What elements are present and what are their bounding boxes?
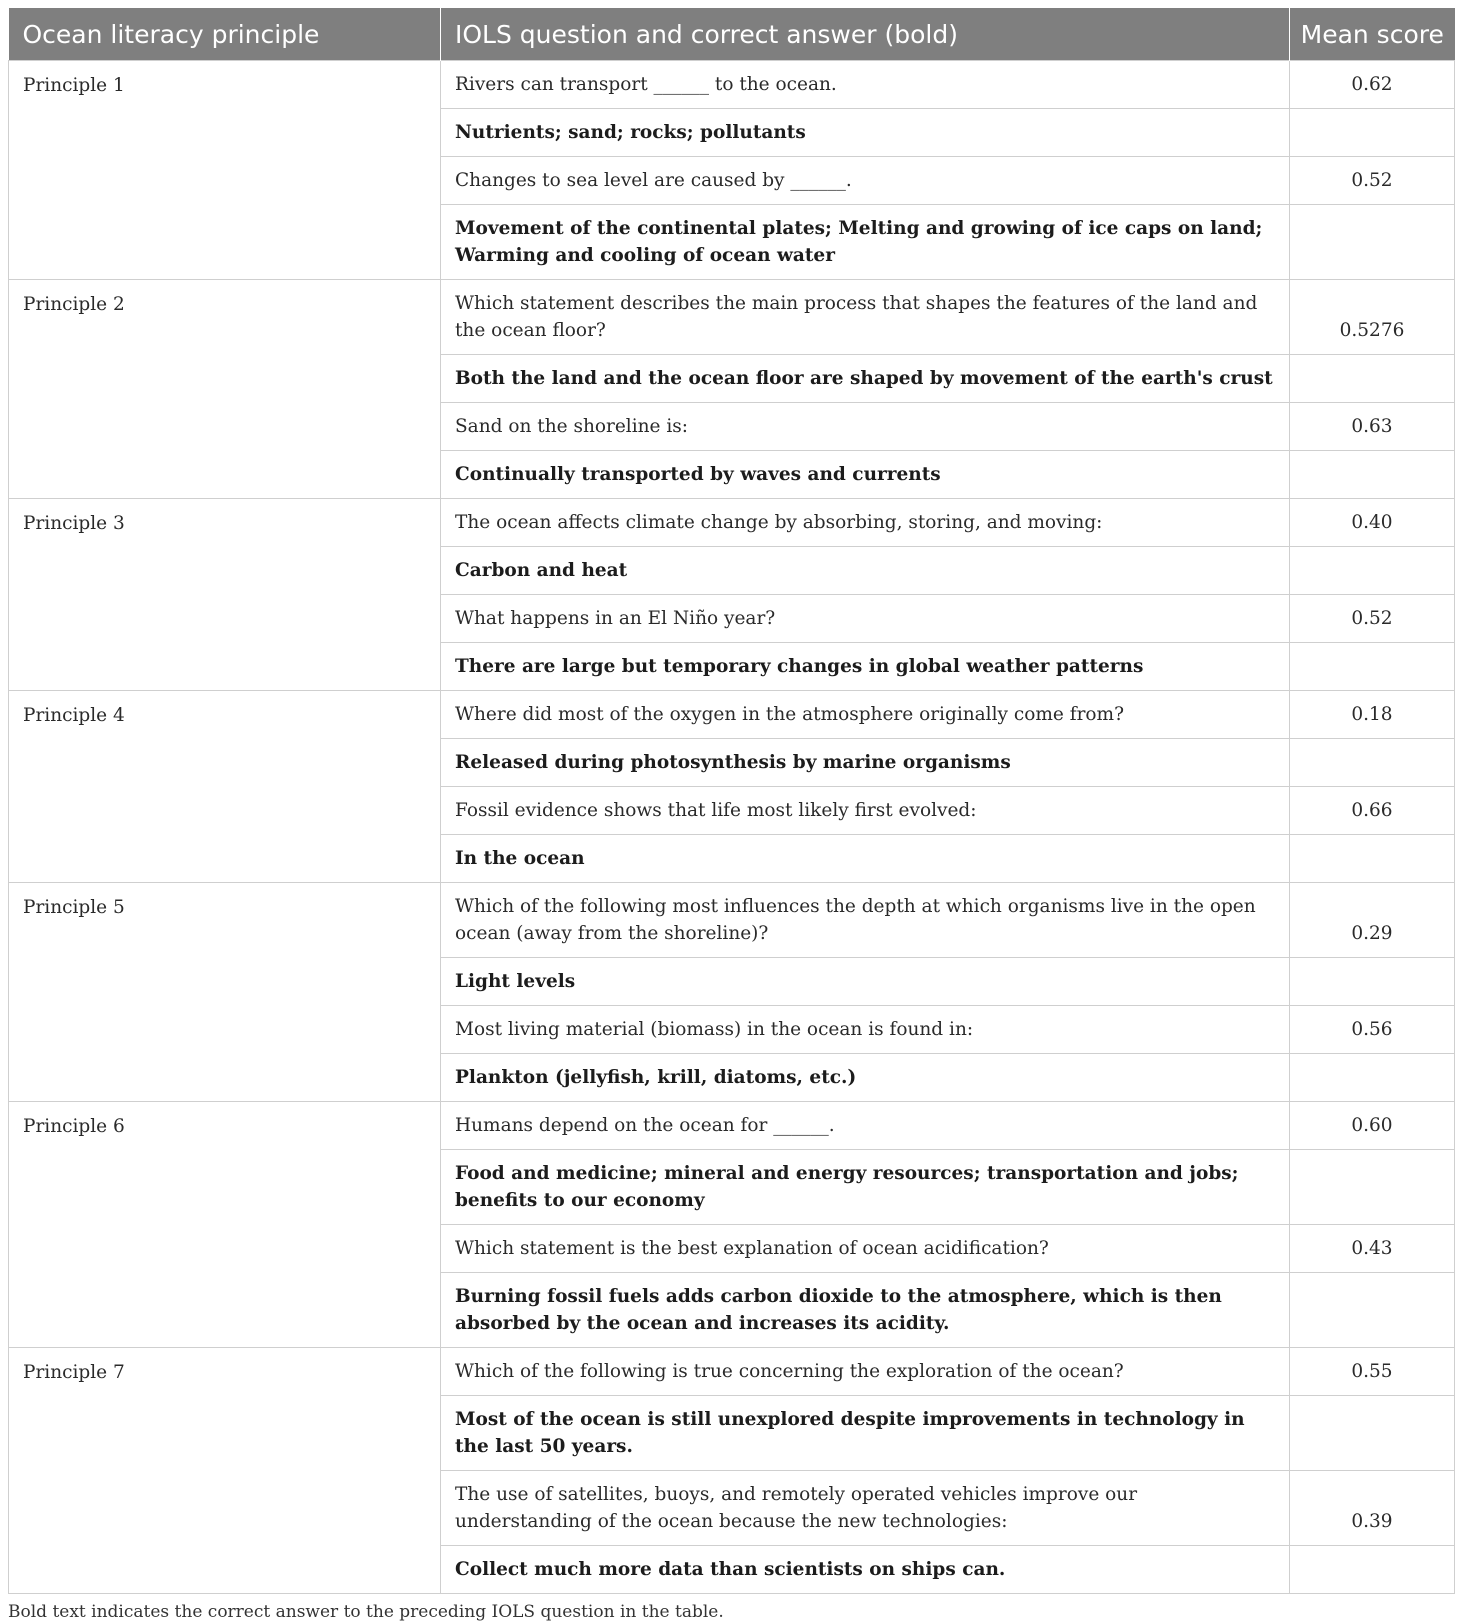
empty-score-cell bbox=[1290, 958, 1455, 1006]
correct-answer-cell: Continually transported by waves and currents bbox=[441, 451, 1290, 499]
question-cell: Where did most of the oxygen in the atmosphere originally come from? bbox=[441, 691, 1290, 739]
mean-score-cell: 0.52 bbox=[1290, 157, 1455, 205]
question-cell: Which of the following is true concerning the exploration of the ocean? bbox=[441, 1348, 1290, 1396]
correct-answer-cell: Light levels bbox=[441, 958, 1290, 1006]
principle-cell: Principle 4 bbox=[9, 691, 441, 883]
empty-score-cell bbox=[1290, 1396, 1455, 1471]
mean-score-cell: 0.52 bbox=[1290, 595, 1455, 643]
question-cell: Which of the following most influences the depth at which organisms live in the open ocean (away from the shoreline)? bbox=[441, 883, 1290, 958]
table-footnote: Bold text indicates the correct answer to the preceding IOLS question in the table. bbox=[8, 1602, 724, 1622]
correct-answer-cell: In the ocean bbox=[441, 835, 1290, 883]
question-cell: Sand on the shoreline is: bbox=[441, 403, 1290, 451]
correct-answer-cell: Collect much more data than scientists on ships can. bbox=[441, 1546, 1290, 1594]
principle-cell: Principle 7 bbox=[9, 1348, 441, 1594]
question-cell: Changes to sea level are caused by ______. bbox=[441, 157, 1290, 205]
empty-score-cell bbox=[1290, 547, 1455, 595]
empty-score-cell bbox=[1290, 739, 1455, 787]
header-principle: Ocean literacy principle bbox=[9, 8, 441, 61]
table-row bbox=[9, 691, 1455, 739]
table-container bbox=[8, 8, 1454, 1622]
header-mean-score: Mean score bbox=[1290, 8, 1455, 61]
question-cell: Humans depend on the ocean for ______. bbox=[441, 1102, 1290, 1150]
mean-score-cell: 0.39 bbox=[1290, 1471, 1455, 1546]
mean-score-cell: 0.18 bbox=[1290, 691, 1455, 739]
mean-score-cell: 0.62 bbox=[1290, 61, 1455, 109]
correct-answer-cell: Most of the ocean is still unexplored despite improvements in technology in the last 50 years. bbox=[441, 1396, 1290, 1471]
correct-answer-cell: There are large but temporary changes in global weather patterns bbox=[441, 643, 1290, 691]
question-cell: The use of satellites, buoys, and remotely operated vehicles improve our understanding of the ocean because the new technologies: bbox=[441, 1471, 1290, 1546]
question-cell: Most living material (biomass) in the ocean is found in: bbox=[441, 1006, 1290, 1054]
table-row bbox=[9, 61, 1455, 109]
question-cell: What happens in an El Niño year? bbox=[441, 595, 1290, 643]
table-header-row bbox=[9, 8, 1455, 61]
empty-score-cell bbox=[1290, 1150, 1455, 1225]
principle-cell: Principle 1 bbox=[9, 61, 441, 280]
correct-answer-cell: Burning fossil fuels adds carbon dioxide to the atmosphere, which is then absorbed by the ocean and increases its acidity. bbox=[441, 1273, 1290, 1348]
table-body bbox=[9, 61, 1455, 1594]
correct-answer-cell: Nutrients; sand; rocks; pollutants bbox=[441, 109, 1290, 157]
question-cell: Which statement is the best explanation of ocean acidification? bbox=[441, 1225, 1290, 1273]
mean-score-cell: 0.63 bbox=[1290, 403, 1455, 451]
correct-answer-cell: Movement of the continental plates; Melting and growing of ice caps on land; Warming and cooling of ocean water bbox=[441, 205, 1290, 280]
question-cell: The ocean affects climate change by absorbing, storing, and moving: bbox=[441, 499, 1290, 547]
empty-score-cell bbox=[1290, 451, 1455, 499]
principle-cell: Principle 5 bbox=[9, 883, 441, 1102]
empty-score-cell bbox=[1290, 355, 1455, 403]
correct-answer-cell: Plankton (jellyfish, krill, diatoms, etc.) bbox=[441, 1054, 1290, 1102]
empty-score-cell bbox=[1290, 109, 1455, 157]
mean-score-cell: 0.29 bbox=[1290, 883, 1455, 958]
principle-cell: Principle 6 bbox=[9, 1102, 441, 1348]
mean-score-cell: 0.60 bbox=[1290, 1102, 1455, 1150]
empty-score-cell bbox=[1290, 1054, 1455, 1102]
mean-score-cell: 0.40 bbox=[1290, 499, 1455, 547]
correct-answer-cell: Carbon and heat bbox=[441, 547, 1290, 595]
correct-answer-cell: Both the land and the ocean floor are shaped by movement of the earth's crust bbox=[441, 355, 1290, 403]
header-question: IOLS question and correct answer (bold) bbox=[441, 8, 1290, 61]
table-row bbox=[9, 280, 1455, 355]
correct-answer-cell: Food and medicine; mineral and energy resources; transportation and jobs; benefits to our economy bbox=[441, 1150, 1290, 1225]
empty-score-cell bbox=[1290, 835, 1455, 883]
mean-score-cell: 0.55 bbox=[1290, 1348, 1455, 1396]
empty-score-cell bbox=[1290, 643, 1455, 691]
table-row bbox=[9, 1348, 1455, 1396]
table-row bbox=[9, 883, 1455, 958]
ocean-literacy-table bbox=[8, 8, 1455, 1594]
mean-score-cell: 0.56 bbox=[1290, 1006, 1455, 1054]
empty-score-cell bbox=[1290, 1273, 1455, 1348]
principle-cell: Principle 3 bbox=[9, 499, 441, 691]
question-cell: Which statement describes the main process that shapes the features of the land and the ocean floor? bbox=[441, 280, 1290, 355]
principle-cell: Principle 2 bbox=[9, 280, 441, 499]
empty-score-cell bbox=[1290, 205, 1455, 280]
question-cell: Rivers can transport ______ to the ocean. bbox=[441, 61, 1290, 109]
table-row bbox=[9, 1102, 1455, 1150]
table-row bbox=[9, 499, 1455, 547]
mean-score-cell: 0.43 bbox=[1290, 1225, 1455, 1273]
correct-answer-cell: Released during photosynthesis by marine organisms bbox=[441, 739, 1290, 787]
mean-score-cell: 0.5276 bbox=[1290, 280, 1455, 355]
question-cell: Fossil evidence shows that life most likely first evolved: bbox=[441, 787, 1290, 835]
mean-score-cell: 0.66 bbox=[1290, 787, 1455, 835]
empty-score-cell bbox=[1290, 1546, 1455, 1594]
